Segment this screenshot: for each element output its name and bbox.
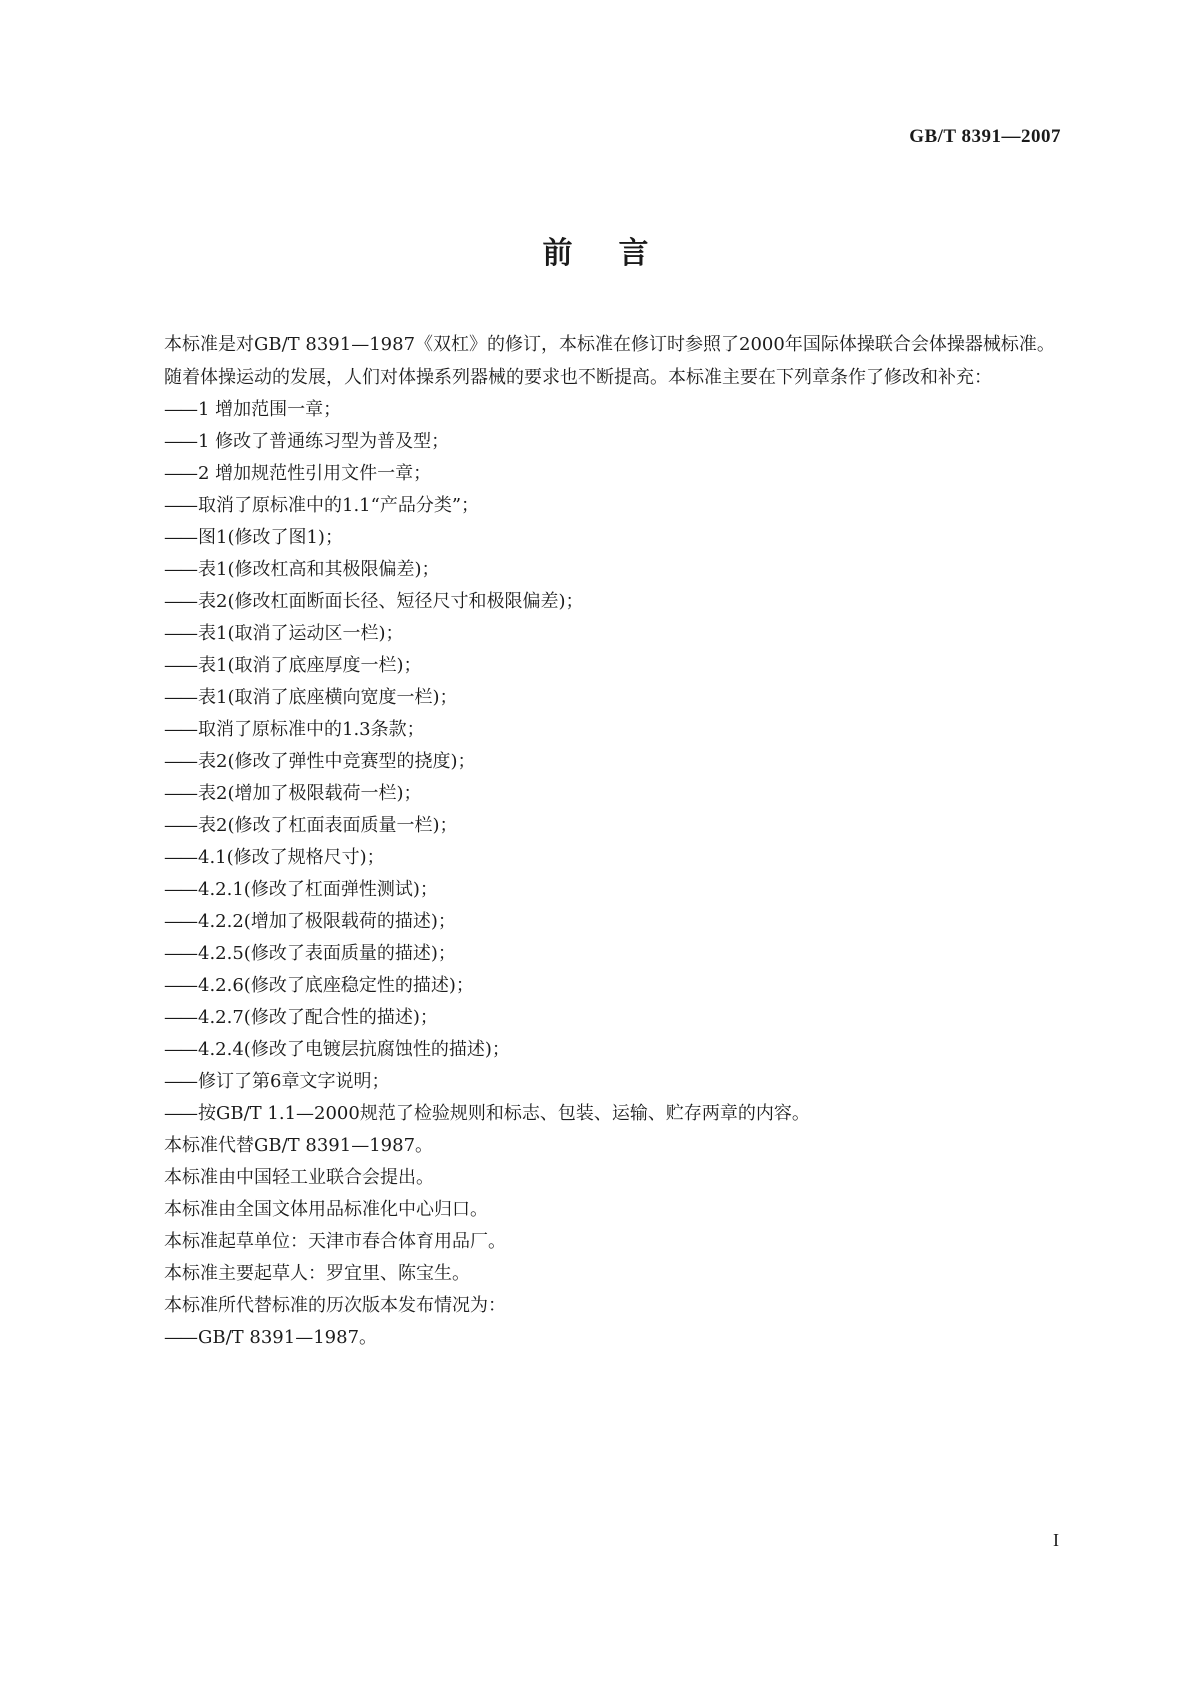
dash: —— [164, 1071, 196, 1092]
change-item-text: 表1(取消了底座厚度一栏)； [198, 655, 422, 676]
dash: —— [164, 751, 196, 772]
change-item [128, 746, 1068, 778]
change-item [128, 1034, 1068, 1066]
dash: —— [164, 687, 196, 708]
intro-paragraph: 本标准是对GB/T 8391—1987《双杠》的修订，本标准在修订时参照了2000年国际体操联合会体操器械标准。 [164, 334, 1055, 355]
dash: —— [164, 847, 196, 868]
change-item-text: 图1(修改了图1)； [198, 527, 343, 548]
change-item-text: 表2(增加了极限载荷一栏)； [198, 783, 422, 804]
dash: —— [164, 1327, 196, 1348]
change-item [128, 906, 1068, 938]
history-item-text: GB/T 8391—1987。 [198, 1327, 378, 1348]
dash: —— [164, 495, 196, 516]
change-item [128, 842, 1068, 874]
dash: —— [164, 1007, 196, 1028]
dash: —— [164, 623, 196, 644]
change-item-text: 1 修改了普通练习型为普及型； [198, 431, 450, 452]
change-item [128, 426, 1068, 458]
page-number: I [1053, 1530, 1059, 1550]
change-item [128, 810, 1068, 842]
dash: —— [164, 943, 196, 964]
change-item-text: 4.2.7(修改了配合性的描述)； [198, 1007, 438, 1028]
closing-statements [128, 1130, 1068, 1322]
change-item-text: 按GB/T 1.1—2000规范了检验规则和标志、包装、运输、贮存两章的内容。 [198, 1103, 810, 1124]
change-item-text: 表2(修改杠面断面长径、短径尺寸和极限偏差)； [198, 591, 584, 612]
dash: —— [164, 975, 196, 996]
intro-paragraph: 随着体操运动的发展，人们对体操系列器械的要求也不断提高。本标准主要在下列章条作了修改和补充： [164, 367, 992, 388]
change-item-text: 取消了原标准中的1.1“产品分类”； [198, 495, 480, 516]
page-title: 前言 [542, 236, 695, 271]
change-item [128, 682, 1068, 714]
dash: —— [164, 783, 196, 804]
closing-statement: 本标准由中国轻工业联合会提出。 [164, 1167, 434, 1188]
change-item-text: 4.2.2(增加了极限载荷的描述)； [198, 911, 456, 932]
dash: —— [164, 463, 196, 484]
change-item [128, 714, 1068, 746]
dash: —— [164, 591, 196, 612]
change-item-text: 表1(取消了底座横向宽度一栏)； [198, 687, 458, 708]
change-item [128, 1066, 1068, 1098]
change-item [128, 650, 1068, 682]
closing-statement: 本标准由全国文体用品标准化中心归口。 [164, 1199, 488, 1220]
change-item [128, 970, 1068, 1002]
change-item-text: 4.2.5(修改了表面质量的描述)； [198, 943, 456, 964]
closing-statement: 本标准代替GB/T 8391—1987。 [164, 1135, 434, 1156]
closing-statement: 本标准主要起草人：罗宜里、陈宝生。 [164, 1263, 470, 1284]
change-item [128, 522, 1068, 554]
document-body [128, 328, 1068, 1354]
dash: —— [164, 719, 196, 740]
history-item [128, 1322, 1068, 1354]
closing-statement: 本标准所代替标准的历次版本发布情况为： [164, 1295, 506, 1316]
dash: —— [164, 815, 196, 836]
change-item-text: 1 增加范围一章； [198, 399, 342, 420]
change-list [128, 394, 1068, 1130]
change-item [128, 874, 1068, 906]
change-item-text: 表1(修改杠高和其极限偏差)； [198, 559, 440, 580]
dash: —— [164, 1103, 196, 1124]
change-item [128, 1098, 1068, 1130]
dash: —— [164, 1039, 196, 1060]
change-item [128, 618, 1068, 650]
change-item-text: 2 增加规范性引用文件一章； [198, 463, 432, 484]
change-item-text: 4.2.1(修改了杠面弹性测试)； [198, 879, 438, 900]
version-history [128, 1322, 1068, 1354]
change-item-text: 4.2.4(修改了电镀层抗腐蚀性的描述)； [198, 1039, 510, 1060]
change-item-text: 修订了第6章文字说明； [198, 1071, 390, 1092]
change-item [128, 394, 1068, 426]
change-item-text: 表2(修改了弹性中竞赛型的挠度)； [198, 751, 476, 772]
change-item-text: 取消了原标准中的1.3条款； [198, 719, 425, 740]
change-item [128, 490, 1068, 522]
change-item [128, 554, 1068, 586]
dash: —— [164, 911, 196, 932]
dash: —— [164, 559, 196, 580]
dash: —— [164, 655, 196, 676]
change-item-text: 4.1(修改了规格尺寸)； [198, 847, 385, 868]
dash: —— [164, 399, 196, 420]
change-item-text: 表1(取消了运动区一栏)； [198, 623, 404, 644]
dash: —— [164, 431, 196, 452]
change-item [128, 938, 1068, 970]
dash: —— [164, 527, 196, 548]
change-item [128, 586, 1068, 618]
change-item [128, 458, 1068, 490]
dash: —— [164, 879, 196, 900]
closing-statement: 本标准起草单位：天津市春合体育用品厂。 [164, 1231, 506, 1252]
change-item-text: 表2(修改了杠面表面质量一栏)； [198, 815, 458, 836]
change-item-text: 4.2.6(修改了底座稳定性的描述)； [198, 975, 474, 996]
change-item [128, 1002, 1068, 1034]
change-item [128, 778, 1068, 810]
standard-number: GB/T 8391—2007 [909, 126, 1061, 147]
